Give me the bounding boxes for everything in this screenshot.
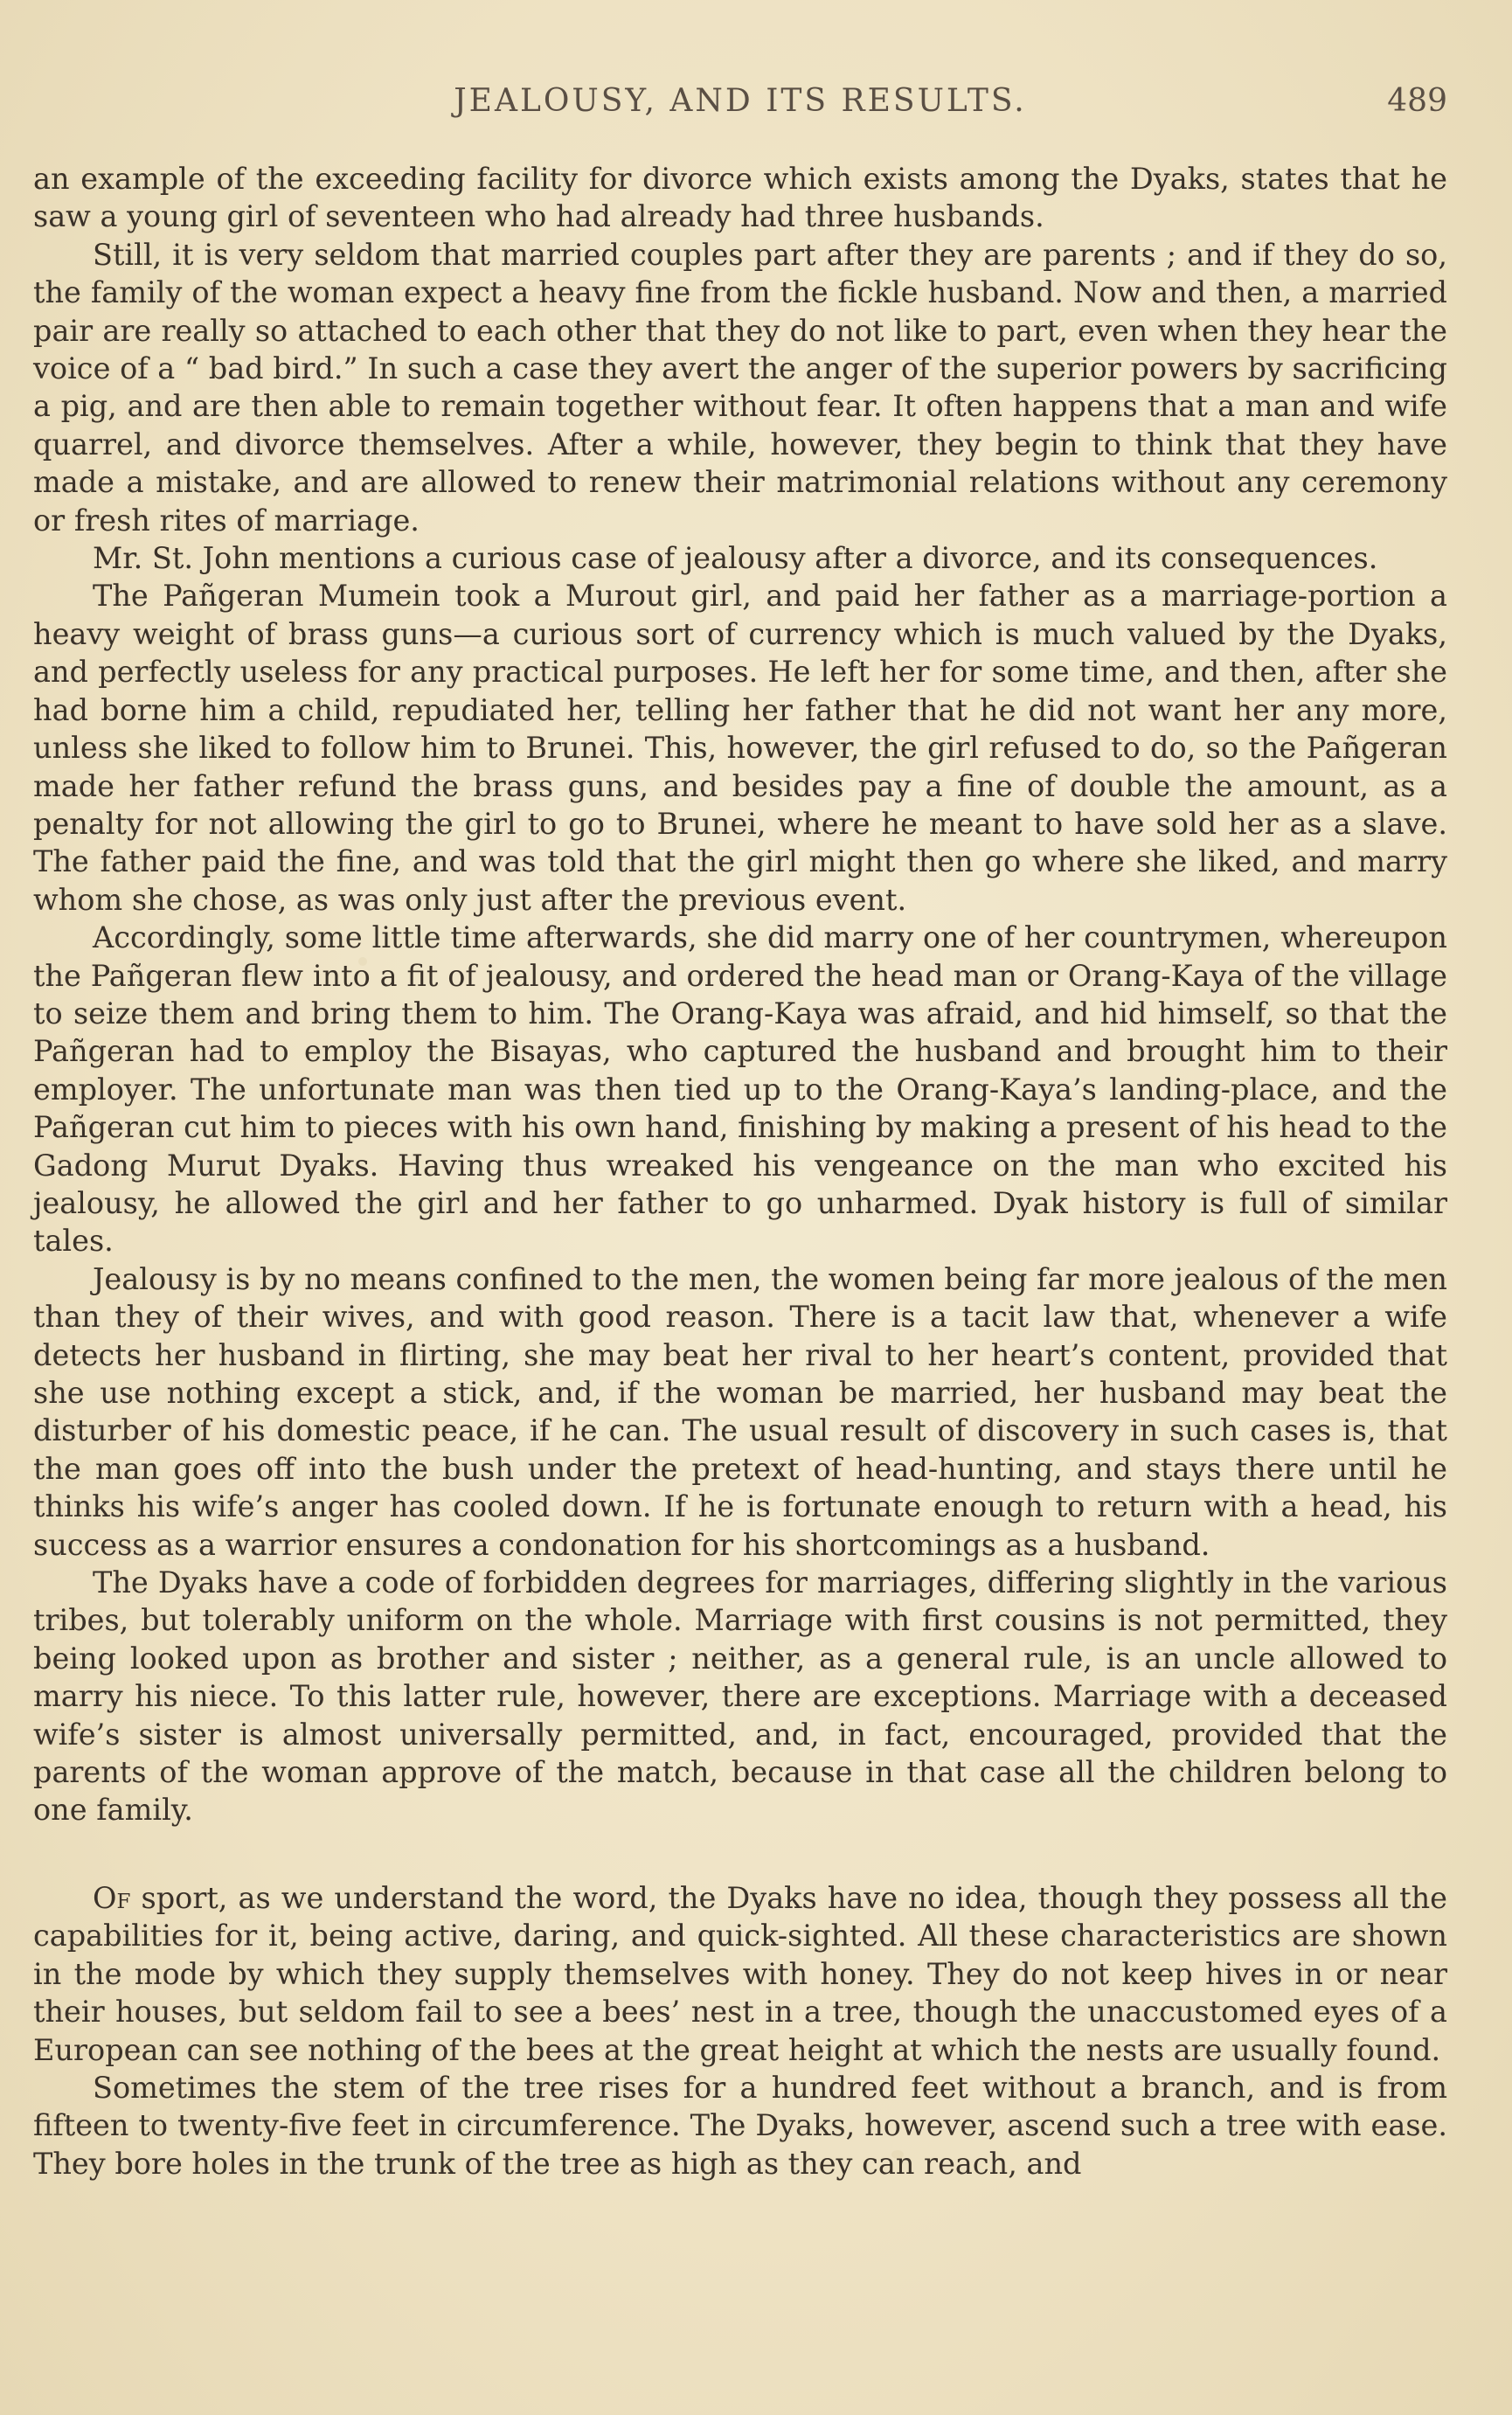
paragraph: Accordingly, some little time afterwards, she did marry one of her countrymen, whereupon the Pañgeran flew into a fit of jealousy, and ordered the head man or Orang-Kaya of the village to seize them and bring them to him. The Orang-Kaya was afraid, and hid himself, so that the Pañgeran had to employ the Bisayas, who captured the husband and brought him to their employer. The unfortunate man was then tied up to the Orang-Kaya’s landing-place, and the Pañgeran cut him to pieces with his own hand, finishing by making a present of his head to the Gadong Murut Dyaks. Having thus wreaked his vengeance on the man who excited his jealousy, he allowed the girl and her father to go unharmed. Dyak history is full of similar tales. (33, 920, 1447, 1259)
body-text (33, 160, 1447, 2183)
section-first-paragraph (33, 1879, 1447, 2069)
paragraph: The Dyaks have a code of forbidden degrees for marriages, differing slightly in the various tribes, but tolerably uniform on the whole. Marriage with first cousins is not permitted, they being looked upon as brother and sister ; neither, as a general rule, is an uncle allowed to marry his niece. To this latter rule, however, there are exceptions. Marriage with a deceased wife’s sister is almost universally permitted, and, in fact, encouraged, provided that the parents of the woman approve of the match, because in that case all the children belong to one family. (33, 1565, 1447, 1828)
paragraph: Mr. St. John mentions a curious case of jealousy after a divorce, and its consequences. (93, 541, 1378, 576)
paragraph: Sometimes the stem of the tree rises for a hundred feet without a branch, and is from fifteen to twenty-five feet in circumference. The Dyaks, however, ascend such a tree with ease. They bore holes in the trunk of the tree as high as they can reach, and (33, 2070, 1447, 2181)
section-lead-word: Of (93, 1880, 131, 1915)
running-head: JEALOUSY, AND ITS RESULTS. (454, 83, 1027, 119)
section-first-paragraph-text: sport, as we understand the word, the Dyaks have no idea, though they possess all the capabilities for it, being active, daring, and quick-sighted. All these characteristics are shown in the mode by which they supply themselves with honey. They do not keep hives in or near their houses, but seldom fail to see a bees’ nest in a tree, though the unaccustomed eyes of a European can see nothing of the bees at the great height at which the nests are usually found. (33, 1880, 1447, 2067)
paragraph: Jealousy is by no means confined to the men, the women being far more jealous of the men than they of their wives, and with good reason. There is a tacit law that, whenever a wife detects her husband in flirting, she may beat her rival to her heart’s content, provided that she use nothing except a stick, and, if the woman be married, her husband may beat the disturber of his domestic peace, if he can. The usual result of discovery in such cases is, that the man goes off into the bush under the pretext of head-hunting, and stays there until he thinks his wife’s anger has cooled down. If he is fortunate enough to return with a head, his success as a warrior ensures a condonation for his shortcomings as a husband. (33, 1261, 1447, 1562)
paragraph: an example of the exceeding facility for divorce which exists among the Dyaks, states that he saw a young girl of seventeen who had already had three husbands. (33, 162, 1447, 234)
paragraph: Still, it is very seldom that married couples part after they are parents ; and if they do so, the family of the woman expect a heavy fine from the fickle husband. Now and then, a married pair are really so attached to each other that they do not like to part, even when they hear the voice of a “ bad bird.” In such a case they avert the anger of the superior powers by sacrificing a pig, and are then able to remain together without fear. It often happens that a man and wife quarrel, and divorce themselves. After a while, however, they begin to think that they have made a mistake, and are allowed to renew their matrimonial relations without any ceremony or fresh rites of marriage. (33, 237, 1447, 538)
page-number: 489 (1387, 83, 1447, 119)
page-header (33, 83, 1447, 127)
paragraph: The Pañgeran Mumein took a Murout girl, and paid her father as a marriage-portion a heavy weight of brass guns—a curious sort of currency which is much valued by the Dyaks, and perfectly useless for any practical purposes. He left her for some time, and then, after she had borne him a child, repudiated her, telling her father that he did not want her any more, unless she liked to follow him to Brunei. This, however, the girl refused to do, so the Pañgeran made her father refund the brass guns, and besides pay a fine of double the amount, as a penalty for not allowing the girl to go to Brunei, where he meant to have sold her as a slave. The father paid the fine, and was told that the girl might then go where she liked, and marry whom she chose, as was only just after the previous event. (33, 579, 1447, 917)
